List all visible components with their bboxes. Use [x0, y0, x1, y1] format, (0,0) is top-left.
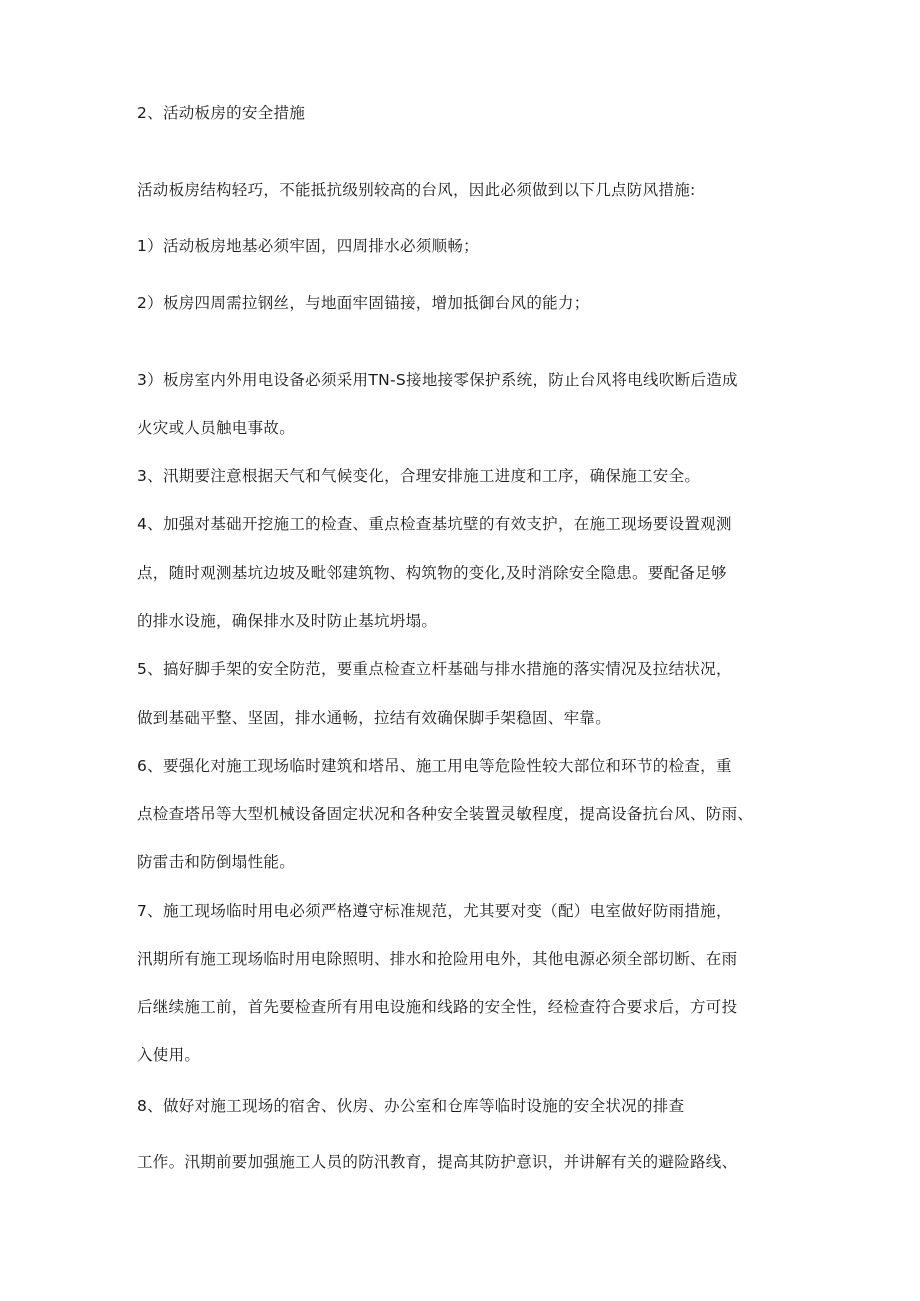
paragraph-line: 5、搞好脚手架的安全防范，要重点检查立杆基础与排水措施的落实情况及拉结状况， [137, 660, 732, 678]
paragraph-line: 工作。汛期前要加强施工人员的防汛教育，提高其防护意识，并讲解有关的避险路线、 [137, 1153, 738, 1171]
paragraph-line: 8、做好对施工现场的宿舍、伙房、办公室和仓库等临时设施的安全状况的排查 [137, 1097, 685, 1115]
paragraph-line: 活动板房结构轻巧，不能抵抗级别较高的台风，因此必须做到以下几点防风措施: [137, 181, 696, 199]
paragraph-line: 后继续施工前，首先要检查所有用电设施和线路的安全性，经检查符合要求后，方可投 [137, 998, 738, 1016]
paragraph-line: 2）板房四周需拉钢丝，与地面牢固锚接，增加抵御台风的能力； [137, 294, 590, 312]
paragraph-line: 做到基础平整、坚固，排水通畅，拉结有效确保脚手架稳固、牢靠。 [137, 709, 612, 727]
paragraph-line: 点检查塔吊等大型机械设备固定状况和各种安全装置灵敏程度，提高设备抗台风、防雨、 [137, 805, 754, 823]
paragraph-line: 7、施工现场临时用电必须严格遵守标准规范，尤其要对变（配）电室做好防雨措施， [137, 902, 732, 920]
paragraph-line: 6、要强化对施工现场临时建筑和塔吊、施工用电等危险性较大部位和环节的检查，重 [137, 757, 732, 775]
paragraph-line: 点，随时观测基坑边坡及毗邻建筑物、构筑物的变化,及时消除安全隐患。要配备足够 [137, 564, 727, 582]
paragraph-line: 防雷击和防倒塌性能。 [137, 853, 296, 871]
paragraph-line: 1）活动板房地基必须牢固，四周排水必须顺畅； [137, 237, 479, 255]
paragraph-line: 汛期所有施工现场临时用电除照明、排水和抢险用电外，其他电源必须全部切断、在雨 [137, 950, 738, 968]
paragraph-line: 入使用。 [137, 1046, 201, 1064]
section-heading: 2、活动板房的安全措施 [137, 104, 306, 122]
paragraph-line: 3、汛期要注意根据天气和气候变化，合理安排施工进度和工序，确保施工安全。 [137, 467, 701, 485]
paragraph-line: 3）板房室内外用电设备必须采用TN-S接地接零保护系统，防止台风将电线吹断后造成 [137, 371, 738, 389]
paragraph-line: 4、加强对基础开挖施工的检查、重点检查基坑壁的有效支护，在施工现场要设置观测 [137, 515, 732, 533]
paragraph-line: 火灾或人员触电事故。 [137, 419, 296, 437]
paragraph-line: 的排水设施，确保排水及时防止基坑坍塌。 [137, 612, 438, 630]
